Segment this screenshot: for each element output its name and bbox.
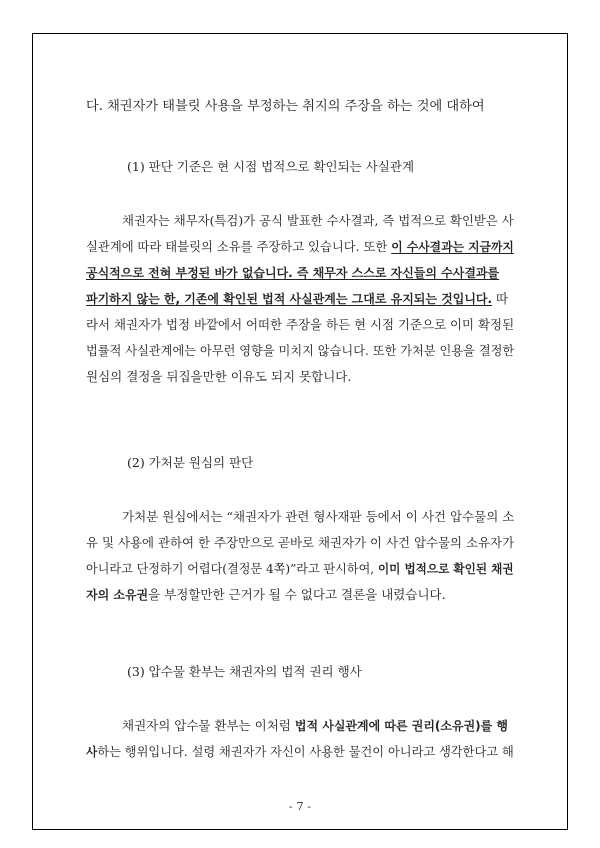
paragraph-1-line-3: 공식적으로 전혀 부정된 바가 없습니다. 즉 채무자 스스로 자신들의 수사결과를 [86,266,500,280]
page-number: - 7 - [288,799,312,813]
emphasized-text: 파기하지 않는 한, 기존에 확인된 법적 사실관계는 그대로 유지되는 것입니다. [86,292,493,306]
emphasized-text: 이 수사결과는 지금까지 [391,240,514,254]
plain-text: 채권자의 압수물 환부는 이처럼 [122,718,295,733]
paragraph-3-line-1 [122,718,508,734]
paragraph-2-line-3 [86,561,514,577]
plain-text: 따 [492,291,509,306]
paragraph-1-line-2 [86,239,514,255]
paragraph-1-line-4 [86,291,508,307]
emphasized-text: 자의 소유권 [86,588,149,602]
subsection-2-title: (2) 가처분 원심의 판단 [127,455,254,470]
subsection-3-title: (3) 압수물 환부는 채권자의 법적 권리 행사 [127,664,362,679]
emphasized-text: 법적 사실관계에 따른 권리(소유권)를 행 [294,719,509,733]
paragraph-3-line-2 [86,744,514,760]
plain-text: 하는 행위입니다. 설령 채권자가 자신이 사용한 물건이 아니라고 생각한다고 해 [97,744,514,759]
paragraph-1-line-5: 라서 채권자가 법정 바깥에서 어떠한 주장을 하든 현 시점 기준으로 이미 확정된 [86,317,515,332]
plain-text: 실관계에 따라 태블릿의 소유를 주장하고 있습니다. 또한 [86,239,392,254]
paragraph-1-line-7: 원심의 결정을 뒤집을만한 이유도 되지 못합니다. [86,369,352,384]
plain-text: 아니라고 단정하기 어렵다(결정문 4쪽)”라고 판시하여, [86,561,378,576]
emphasized-text: 이미 법적으로 확인된 채권 [377,562,514,576]
page-border [32,33,568,830]
paragraph-2-line-2: 유 및 사용에 관하여 한 주장만으로 곧바로 채권자가 이 사건 압수물의 소유자가 [86,535,515,550]
section-heading: 다. 채권자가 태블릿 사용을 부정하는 취지의 주장을 하는 것에 대하여 [86,99,485,114]
subsection-1-title: (1) 판단 기준은 현 시점 법적으로 확인되는 사실관계 [127,159,415,174]
plain-text: 을 부정할만한 근거가 될 수 없다고 결론을 내렸습니다. [148,587,446,602]
paragraph-1-line-1: 채권자는 채무자(특검)가 공식 발표한 수사결과, 즉 법적으로 확인받은 사 [122,213,514,228]
paragraph-2-line-4 [86,587,446,603]
paragraph-2-line-1: 가처분 원심에서는 “채권자가 관련 형사재판 등에서 이 사건 압수물의 소 [122,509,515,524]
emphasized-text: 사 [86,745,98,759]
paragraph-1-line-6: 법률적 사실관계에는 아무런 영향을 미치지 않습니다. 또한 가처분 인용을 결정한 [86,343,515,358]
